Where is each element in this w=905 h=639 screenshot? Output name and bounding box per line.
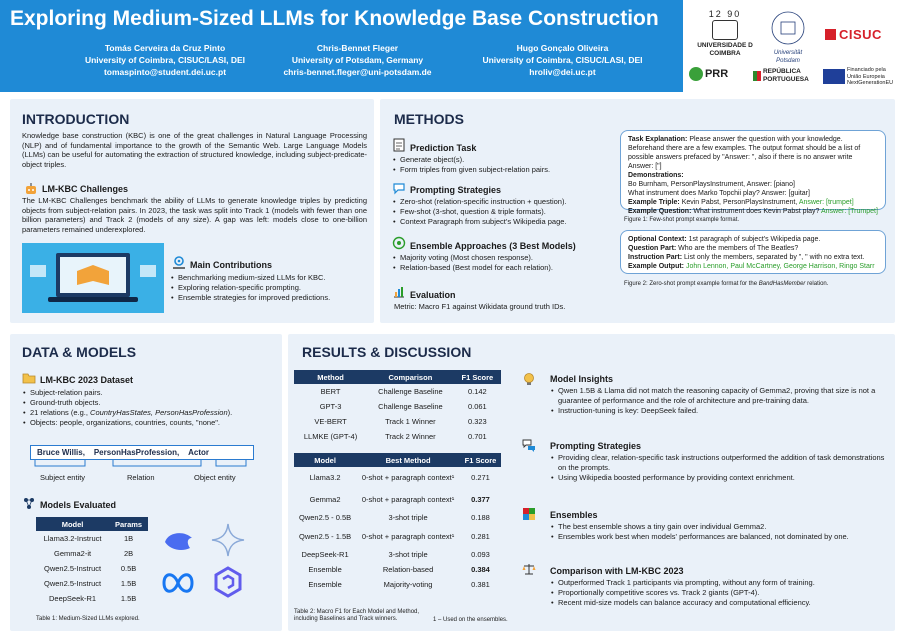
prompt-text: What instrument does Kevin Pabst play? <box>691 208 821 215</box>
f1-cell: 0.271 <box>471 472 490 482</box>
comparison-cell: Track 1 Winner <box>385 417 436 426</box>
best-method-cell: Relation-based <box>382 565 434 575</box>
prompt-label: Example Question: <box>628 208 692 215</box>
prompt-label: Instruction Part: <box>628 254 683 261</box>
folder-icon <box>22 371 36 385</box>
coimbra-emblem-icon <box>712 20 738 40</box>
model-cell: Ensemble <box>308 580 342 590</box>
list-item: • Recent mid-size models can balance accuracy and computational efficiency. <box>550 598 815 608</box>
table-header-row <box>294 453 501 467</box>
logos-area <box>683 0 905 92</box>
prompt-answer: John Lennon, Paul McCartney, George Harrison, Ringo Starr <box>684 263 875 270</box>
table-1-caption: Table 1: Medium-Sized LLMs explored. <box>36 616 140 622</box>
model-params: 0.5B <box>120 564 137 573</box>
list-item: • Ensembles work best when models' performances are balanced, not dominated by one. <box>550 532 849 542</box>
model-cell: Llama3.2 <box>309 472 341 482</box>
data-models-panel <box>10 334 282 631</box>
list-item: • Few-shot (3-shot, question & triple formats). <box>392 207 567 217</box>
zero-shot-prompt-box <box>620 230 886 274</box>
table-row <box>36 591 148 606</box>
table-header: Params <box>109 517 148 531</box>
prompt-text: Who are the members of The Beatles? <box>676 245 799 252</box>
author-email: hroliv@dei.uc.pt <box>529 67 596 77</box>
models-table <box>36 517 148 606</box>
ensemble-approaches-title: Ensemble Approaches (3 Best Models) <box>410 241 576 251</box>
prompt-text: Please answer the question with your knowledge. Beforehand there are a few examples. The output format should be a list of possible answers prefaced by "Answer: ", also if there is no answer write Answer: ["] <box>628 136 861 170</box>
meta-infinity-icon <box>160 570 196 596</box>
f1-cell: 0.093 <box>471 550 490 560</box>
model-name: Llama3.2-Instruct <box>43 534 102 543</box>
cisuc-mark-icon <box>825 29 836 40</box>
table-header: F1 Score <box>454 370 501 384</box>
prompt-text: Kevin Pabst, PersonPlaysInstrument, <box>679 199 799 206</box>
table-row <box>294 467 501 489</box>
intro-paragraph: Knowledge base construction (KBC) is one of the great challenges in Natural Language Processing (NLP) and of fundamental importance to the growth of the Semantic Web. Large Language Models (LLMs) can be useful for automating the extraction of structured knowledge, including subject-predicate-object triples. <box>22 131 367 169</box>
method-cell: GPT-3 <box>319 402 342 411</box>
list-item: • Generate object(s). <box>392 155 550 165</box>
prompt-label: Example Output: <box>628 263 685 270</box>
evaluation-chart-icon <box>392 285 406 299</box>
coimbra-name: UNIVERSIDADE D COIMBRA <box>697 42 753 57</box>
results-table <box>294 453 501 593</box>
table-row <box>294 511 501 526</box>
table-row <box>294 429 501 444</box>
republica-logo <box>753 68 813 84</box>
table-row <box>36 531 148 546</box>
triple-example <box>30 445 254 460</box>
prompt-label: Demonstrations: <box>628 172 684 179</box>
ensembles-title: Ensembles <box>550 510 598 520</box>
comparison-cell: Challenge Baseline <box>378 402 443 411</box>
f1-cell: 0.381 <box>471 580 490 590</box>
model-name: Gemma2-it <box>53 549 92 558</box>
cisuc-name: CISUC <box>839 27 882 42</box>
object-entity: Actor <box>188 448 209 457</box>
model-cell: Gemma2 <box>309 494 341 504</box>
cisuc-logo <box>825 28 882 42</box>
comparison-list <box>550 578 815 608</box>
prr-logo <box>689 67 728 81</box>
author-2 <box>265 42 450 78</box>
subject-label: Subject entity <box>40 473 86 482</box>
coimbra-logo <box>695 10 755 58</box>
few-shot-prompt-box <box>620 130 886 215</box>
model-cell: DeepSeek-R1 <box>301 550 349 560</box>
list-item: • Context Paragraph from subject's Wikipedia page. <box>392 217 567 227</box>
method-cell: BERT <box>320 387 341 396</box>
author-name: Chris-Bennet Fleger <box>316 43 399 53</box>
comparison-cell: Challenge Baseline <box>378 387 443 396</box>
model-params: 1B <box>123 534 134 543</box>
list-item: • Objects: people, organizations, countries, counts, "none". <box>22 418 232 428</box>
table-row <box>294 384 501 399</box>
method-cell: VE-BERT <box>314 417 347 426</box>
prr-name: PRR <box>704 68 729 80</box>
f1-cell: 0.061 <box>467 402 487 411</box>
eu-name: Financiado pela União Europeia NextGenerationEU <box>846 67 894 86</box>
ensemble-network-icon <box>392 236 406 250</box>
potsdam-name: Universität Potsdam <box>773 50 803 64</box>
puzzle-blocks-icon <box>522 507 536 521</box>
list-item: • Relation-based (Best model for each relation). <box>392 263 553 273</box>
best-method-cell: 0-shot + paragraph context¹ <box>361 531 455 541</box>
dataset-list <box>22 388 232 428</box>
table-row <box>36 561 148 576</box>
table-header: Model <box>294 453 356 467</box>
f1-cell: 0.188 <box>471 513 490 523</box>
prompt-label: Example Triple: <box>628 199 680 206</box>
table-header: Best Method <box>356 453 460 467</box>
table-row <box>294 578 501 593</box>
list-item: • Using Wikipedia boosted performance by providing context enrichment. <box>550 473 888 483</box>
table-row <box>294 489 501 511</box>
relation-entity: PersonHasProfession, <box>93 448 180 457</box>
figure-2-caption <box>624 281 828 287</box>
prompting-results-title: Prompting Strategies <box>550 441 642 451</box>
table-2-caption: Table 2: Macro F1 for Each Model and Method, including Baselines and Track winners. <box>294 609 420 622</box>
prompting-results-list <box>550 453 888 483</box>
coimbra-year: 12 90 <box>708 9 742 19</box>
prompting-list <box>392 197 567 227</box>
republica-name: REPÚBLICA PORTUGUESA <box>762 68 809 83</box>
table-2-footnote: 1 – Used on the ensembles. <box>433 617 508 623</box>
comparison-title: Comparison with LM-KBC 2023 <box>550 566 684 576</box>
poster-title: Exploring Medium-Sized LLMs for Knowledge Base Construction <box>10 7 659 30</box>
intro-panel <box>10 99 374 323</box>
list-item <box>22 408 232 418</box>
list-item: • Instruction-tuning is key: DeepSeek failed. <box>550 406 888 416</box>
prompt-label: Task Explanation: <box>628 136 688 143</box>
table-header: F1 Score <box>460 453 501 467</box>
eu-logo <box>823 67 903 87</box>
table-row <box>294 563 501 578</box>
prr-mark-icon <box>689 67 703 81</box>
contributions-title: Main Contributions <box>190 260 272 270</box>
list-item: • Providing clear, relation-specific task instructions outperformed the addition of task demonstrations on the prompts. <box>550 453 888 473</box>
robot-head-icon <box>24 182 38 196</box>
qwen-hexagon-icon <box>212 566 244 598</box>
model-name: Qwen2.5-Instruct <box>43 579 102 588</box>
triple-connectors <box>30 460 254 474</box>
results-panel <box>288 334 895 631</box>
comparison-cell: Track 2 Winner <box>385 432 436 441</box>
prompting-strategies-title: Prompting Strategies <box>410 185 502 195</box>
best-method-cell: 3-shot triple <box>388 513 428 523</box>
chat-bubbles-icon <box>522 438 536 452</box>
list-item: • Ground-truth objects. <box>22 398 232 408</box>
author-name: Hugo Gonçalo Oliveira <box>516 43 609 53</box>
baselines-table <box>294 370 501 444</box>
list-item: • Zero-shot (relation-specific instruction + question). <box>392 197 567 207</box>
dataset-title: LM-KBC 2023 Dataset <box>40 375 134 385</box>
potsdam-seal-icon <box>763 6 813 46</box>
model-name: Qwen2.5-Instruct <box>43 564 102 573</box>
prompt-text: List only the members, separated by ", " with no extra text. <box>682 254 865 261</box>
best-method-cell: 3-shot triple <box>388 550 428 560</box>
prompt-text: 1st paragraph of subject's Wikipedia page. <box>686 236 821 243</box>
table-header: Comparison <box>367 370 454 384</box>
object-label: Object entity <box>194 473 236 482</box>
list-item: • Outperformed Track 1 participants via prompting, without any form of training. <box>550 578 815 588</box>
list-item: • Majority voting (Most chosen response). <box>392 253 553 263</box>
list-item: • The best ensemble shows a tiny gain over individual Gemma2. <box>550 522 849 532</box>
prediction-task-list <box>392 155 550 175</box>
table-header: Model <box>36 517 109 531</box>
caption-text: Figure 2: Zero-shot prompt example format for the <box>624 281 759 287</box>
model-cell: Ensemble <box>308 565 342 575</box>
model-cell: Qwen2.5 - 1.5B <box>299 531 352 541</box>
caption-text: relation. <box>805 281 829 287</box>
model-insights-title: Model Insights <box>550 374 613 384</box>
list-item: • Form triples from given subject-relation pairs. <box>392 165 550 175</box>
prompt-answer: Answer: [Trumpet] <box>820 208 878 215</box>
f1-cell: 0.701 <box>467 432 487 441</box>
method-cell: LLMKE (GPT-4) <box>303 432 358 441</box>
f1-cell: 0.377 <box>471 494 490 504</box>
data-models-title: DATA & MODELS <box>22 344 137 360</box>
list-item: • Subject-relation pairs. <box>22 388 232 398</box>
contributions-list <box>170 273 330 303</box>
deepseek-whale-icon <box>162 526 196 556</box>
best-method-cell: 0-shot + paragraph context¹ <box>361 494 455 504</box>
prompt-text: Bo Burnham, PersonPlaysInstrument, Answer: [piano] <box>628 181 795 188</box>
methods-title: METHODS <box>394 111 464 127</box>
author-3 <box>460 42 665 78</box>
author-email: chris-bennet.fleger@uni-potsdam.de <box>283 67 432 77</box>
item-italic: CountryHasStates, PersonHasProfession <box>90 408 228 417</box>
prompt-text: What instrument does Marko Topchii play? Answer: [guitar] <box>628 190 810 197</box>
table-row <box>294 414 501 429</box>
table-header-row <box>36 517 148 531</box>
author-name: Tomás Cerveira da Cruz Pinto <box>104 43 226 53</box>
methods-panel <box>380 99 895 323</box>
balance-scale-icon <box>522 562 536 576</box>
model-name: DeepSeek-R1 <box>48 594 97 603</box>
list-item: • Exploring relation-specific prompting. <box>170 283 330 293</box>
gemma-star-icon <box>210 522 246 558</box>
prompt-answer: Answer: [trumpet] <box>798 199 854 206</box>
models-network-icon <box>22 496 36 510</box>
model-params: 2B <box>123 549 134 558</box>
table-header: Method <box>294 370 367 384</box>
table-row <box>36 576 148 591</box>
model-cell: Qwen2.5 - 0.5B <box>299 513 352 523</box>
table-header-row <box>294 370 501 384</box>
models-evaluated-title: Models Evaluated <box>40 500 117 510</box>
item-text: ). <box>227 408 233 417</box>
model-params: 1.5B <box>120 579 137 588</box>
ensembles-list <box>550 522 849 542</box>
potsdam-logo <box>763 6 813 65</box>
table-row <box>294 548 501 563</box>
f1-cell: 0.323 <box>467 417 487 426</box>
authors <box>0 42 683 90</box>
author-1 <box>65 42 265 78</box>
f1-cell: 0.281 <box>471 531 490 541</box>
list-item: • Benchmarking medium-sized LLMs for KBC. <box>170 273 330 283</box>
laptop-illustration-icon <box>22 243 164 313</box>
portugal-flag-icon <box>753 71 761 81</box>
evaluation-text: Metric: Macro F1 against Wikidata ground truth IDs. <box>394 302 566 311</box>
author-affiliation: University of Coimbra, CISUC/LASI, DEI <box>84 55 246 65</box>
table-row <box>36 546 148 561</box>
intro-title: INTRODUCTION <box>22 111 130 127</box>
figure-1-caption: Figure 1: Few-shot prompt example format. <box>624 217 740 223</box>
checklist-icon <box>392 138 406 152</box>
eu-flag-icon <box>823 69 845 84</box>
table-row <box>294 526 501 548</box>
challenges-text: The LM-KBC Challenges benchmark the ability of LLMs to generate knowledge triples by predicting objects from subject-relation pairs. In 2023, the task was split into Track 1 (models with fewer than one billion parameters) and Track 2 (models of any size). A gap was left: models close to one-billion parameters remained underexplored. <box>22 196 367 234</box>
caption-italic: BandHasMember <box>758 281 806 287</box>
list-item: • Ensemble strategies for improved predictions. <box>170 293 330 303</box>
chat-bubble-icon <box>392 181 406 195</box>
table-row <box>294 399 501 414</box>
challenges-title: LM-KBC Challenges <box>42 184 129 194</box>
f1-cell: 0.384 <box>471 565 490 575</box>
best-method-cell: Majority-voting <box>383 580 433 590</box>
poster-header <box>0 0 683 92</box>
evaluation-title: Evaluation <box>410 290 456 300</box>
prompt-label: Optional Context: <box>628 236 687 243</box>
results-title: RESULTS & DISCUSSION <box>302 344 472 360</box>
author-affiliation: University of Coimbra, CISUC/LASI, DEI <box>482 55 643 65</box>
author-email: tomaspinto@student.dei.uc.pt <box>103 67 227 77</box>
prediction-task-title: Prediction Task <box>410 143 477 153</box>
model-params: 1.5B <box>120 594 137 603</box>
ensemble-list <box>392 253 553 273</box>
insights-list <box>550 386 888 416</box>
f1-cell: 0.142 <box>467 387 487 396</box>
list-item: • Proportionally competitive scores vs. Track 2 giants (GPT-4). <box>550 588 815 598</box>
relation-label: Relation <box>127 473 155 482</box>
list-item: • Qwen 1.5B & Llama did not match the reasoning capacity of Gemma2, proving that size is not a guarantee of performance and the role of architecture and pre-training data. <box>550 386 888 406</box>
lightbulb-icon <box>522 372 536 386</box>
subject-entity: Bruce Willis, <box>37 448 85 457</box>
prompt-label: Question Part: <box>628 245 677 252</box>
gear-hand-icon <box>172 255 186 269</box>
author-affiliation: University of Potsdam, Germany <box>291 55 424 65</box>
item-text: 21 relations (e.g., <box>30 408 91 417</box>
best-method-cell: 0-shot + paragraph context¹ <box>361 472 455 482</box>
